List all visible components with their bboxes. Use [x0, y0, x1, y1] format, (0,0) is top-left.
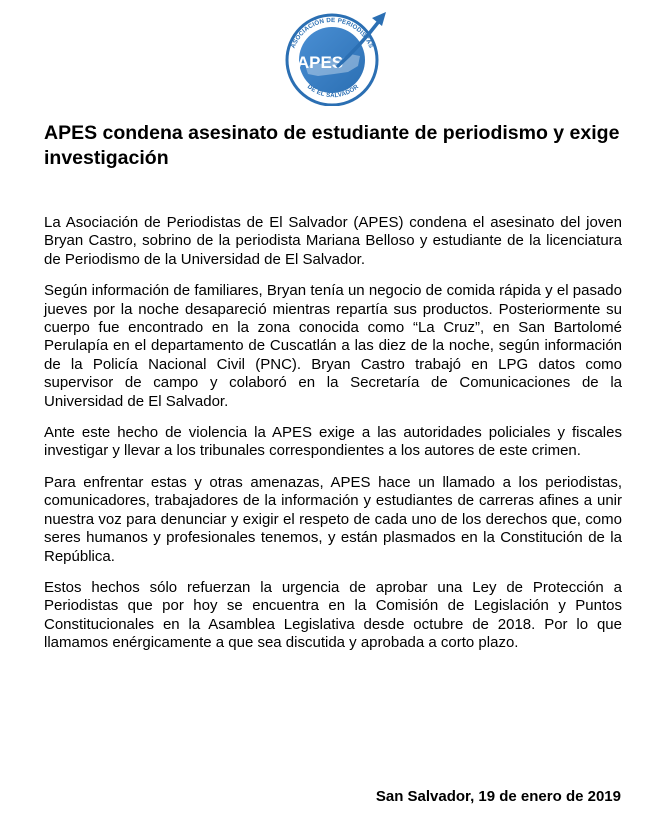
paragraph-3: Ante este hecho de violencia la APES exige a las autoridades policiales y fiscales investigar y llevar a los tribunales correspondientes a los autores de este crimen.	[44, 424, 622, 460]
page-title: APES condena asesinato de estudiante de periodismo y exige investigación	[44, 122, 620, 169]
paragraph-5: Estos hechos sólo refuerzan la urgencia de aprobar una Ley de Protección a Periodistas que por hoy se encuentra en la Comisión de Legislación y Puntos Constitucionales en la Asamblea Legislativa desde octubre de 2018. Por lo que llamamos enérgicamente a que sea discutida y aprobada a corto plazo.	[44, 578, 622, 652]
document-body	[44, 214, 622, 666]
paragraph-2: Según información de familiares, Bryan tenía un negocio de comida rápida y el pasado jueves por la noche desapareció mientras repartía sus productos. Posteriormente su cuerpo fue encontrado en la zona conocida como “La Cruz”, en San Bartolomé Perulapía en el departamento de Cuscatlán a las diez de la noche, según información de la Policía Nacional Civil (PNC). Bryan Castro trabajó en LPG datos como supervisor de campo y colaboró en la Secretaría de Comunicaciones de la Universidad de El Salvador.	[44, 282, 622, 410]
paragraph-4: Para enfrentar estas y otras amenazas, APES hace un llamado a los periodistas, comunicadores, trabajadores de la información y estudiantes de carreras afines a unir nuestra voz para denunciar y exigir el respeto de cada uno de los derechos que, como seres humanos y profesionales tenemos, y están plasmados en la Constitución de la República.	[44, 473, 622, 565]
logo-ring-text-bottom: DE EL SALVADOR	[305, 83, 361, 100]
logo-ring-text-top: ASOCIACIÓN DE PERIODISTAS	[289, 16, 375, 50]
apes-logo-graphic	[268, 6, 400, 106]
paragraph-1: La Asociación de Periodistas de El Salvador (APES) condena el asesinato del joven Bryan Castro, sobrino de la periodista Mariana Belloso y estudiante de la licenciatura de Periodismo de la Universidad de El Salvador.	[44, 214, 622, 268]
date-line: San Salvador, 19 de enero de 2019	[375, 788, 621, 805]
logo-acronym: APES	[296, 53, 344, 72]
apes-logo	[268, 6, 400, 106]
